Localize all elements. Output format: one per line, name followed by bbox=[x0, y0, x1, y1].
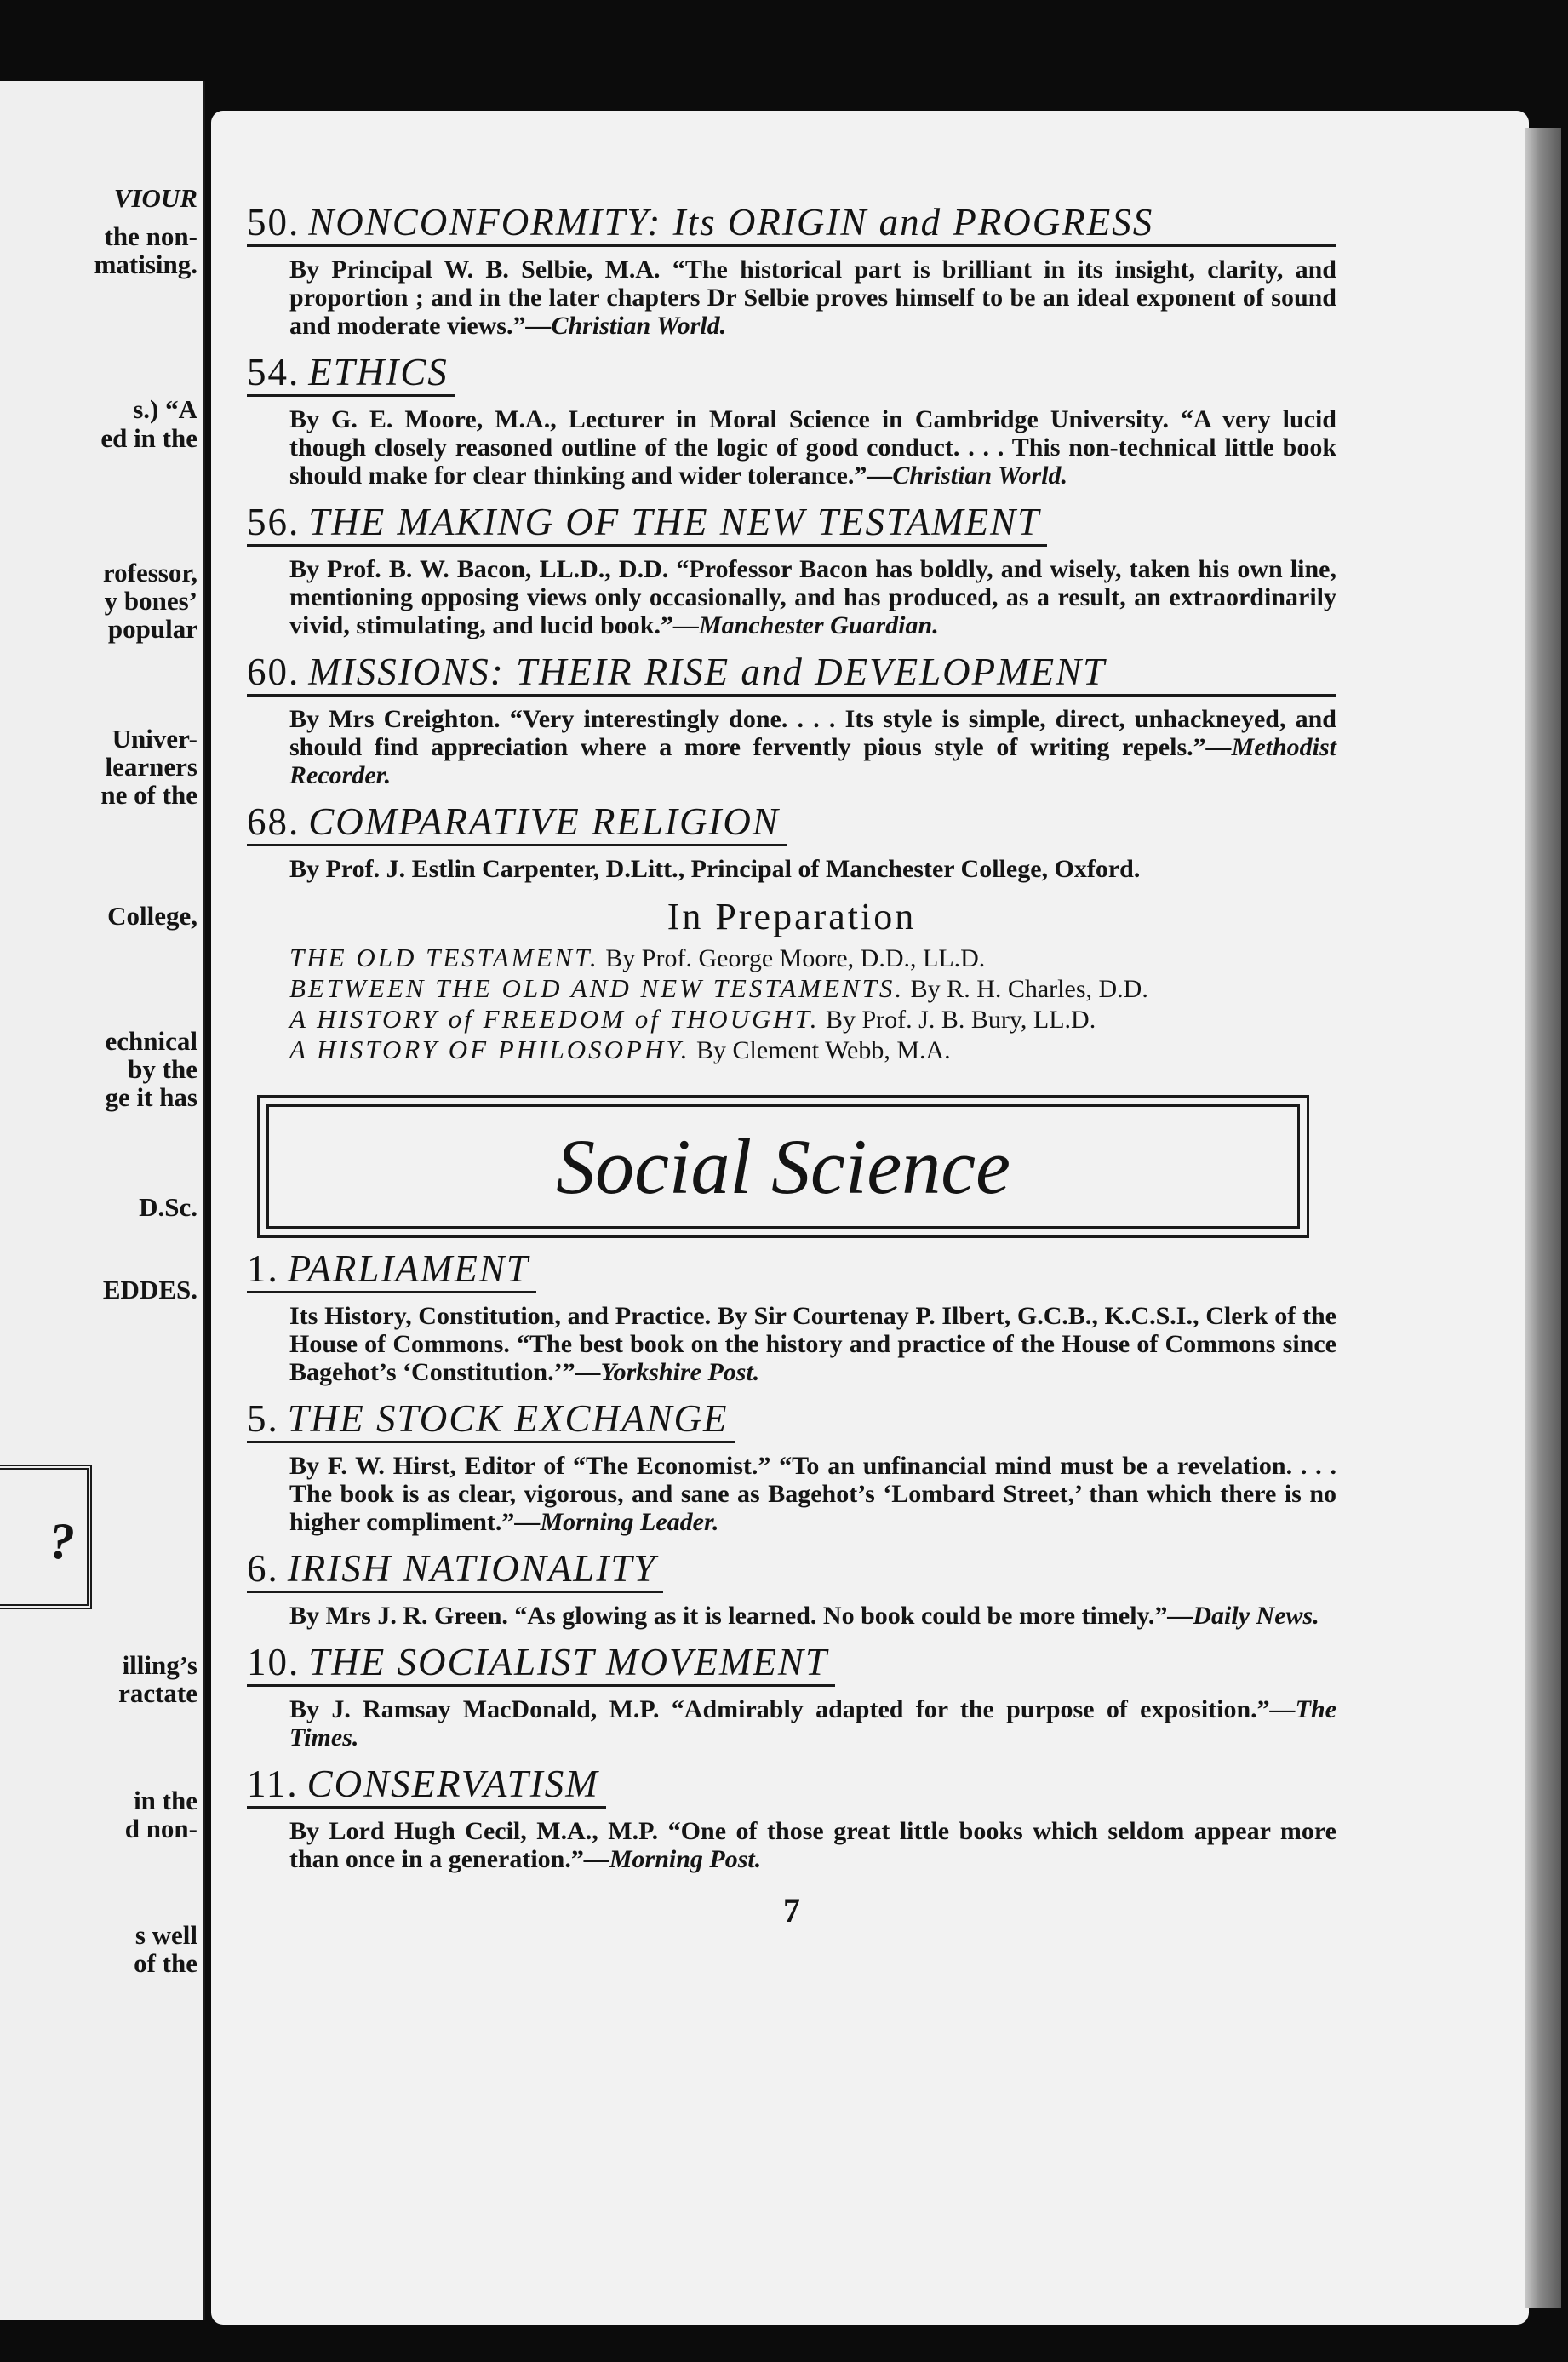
entry-source: —Christian World. bbox=[867, 462, 1068, 490]
book-entry bbox=[247, 1762, 1336, 1873]
entry-description bbox=[289, 1602, 1336, 1630]
entry-text: By Prof. B. W. Bacon, LL.D., D.D. “Professor Bacon has boldly, and wisely, taken his own line, mentioning opposing views only occasionally, and has produced, as a result, an extraordinarily vivid, stimulating, and lucid book.” bbox=[289, 555, 1336, 639]
entry-source: —Methodist Recorder. bbox=[289, 733, 1336, 789]
left-fragment: College, bbox=[107, 901, 197, 931]
left-fragment: popular bbox=[107, 614, 197, 644]
entry-heading bbox=[247, 350, 455, 397]
entry-heading bbox=[247, 1396, 735, 1443]
left-facing-page bbox=[0, 81, 205, 2320]
entry-description bbox=[289, 1452, 1336, 1536]
entry-text: By Prof. J. Estlin Carpenter, D.Litt., Principal of Manchester College, Oxford. bbox=[289, 855, 1141, 883]
section-title: Social Science bbox=[556, 1123, 1010, 1210]
entry-source: —Manchester Guardian. bbox=[672, 611, 939, 639]
entry-number: 1. bbox=[247, 1247, 279, 1290]
entry-title: ETHICS bbox=[308, 351, 449, 393]
entry-description bbox=[289, 555, 1336, 639]
left-fragment: D.Sc. bbox=[139, 1192, 197, 1222]
left-fragment: ne of the bbox=[100, 780, 197, 810]
in-preparation bbox=[247, 895, 1336, 1064]
entry-source: —Yorkshire Post. bbox=[575, 1358, 760, 1386]
entry-heading bbox=[247, 200, 1336, 247]
page-content bbox=[247, 200, 1336, 1930]
left-box-glyph: ? bbox=[49, 1513, 75, 1569]
preparation-item bbox=[289, 974, 1336, 1003]
left-fragment: VIOUR bbox=[113, 183, 197, 213]
entry-number: 50. bbox=[247, 201, 300, 244]
entry-number: 68. bbox=[247, 800, 300, 843]
entry-description bbox=[289, 255, 1336, 340]
entry-description bbox=[289, 855, 1336, 883]
entry-description bbox=[289, 1695, 1336, 1751]
left-fragment: EDDES. bbox=[102, 1275, 197, 1304]
left-fragment: of the bbox=[134, 1948, 197, 1978]
left-fragment: the non- bbox=[104, 221, 197, 251]
preparation-item bbox=[289, 943, 1336, 972]
book-entry bbox=[247, 1546, 1336, 1630]
section-title-inner bbox=[266, 1104, 1300, 1229]
left-fragment: ractate bbox=[118, 1678, 197, 1708]
entry-text: Its History, Constitution, and Practice. By Sir Courtenay P. Ilbert, G.C.B., K.C.S.I., Clerk of the House of Commons. “The best book on the history and practice of the House of Commons since Bagehot’s ‘Constitution.’” bbox=[289, 1302, 1336, 1386]
entry-title: NONCONFORMITY: Its ORIGIN and PROGRESS bbox=[308, 201, 1154, 244]
book-entry bbox=[247, 200, 1336, 340]
entry-title: THE MAKING OF THE NEW TESTAMENT bbox=[308, 501, 1041, 543]
entry-text: By G. E. Moore, M.A., Lecturer in Moral Science in Cambridge University. “A very lucid though closely reasoned outline of the logic of good conduct. . . . This non-technical little book should make for clear thinking and wider tolerance.” bbox=[289, 405, 1336, 490]
preparation-item bbox=[289, 1005, 1336, 1034]
left-fragment: learners bbox=[105, 752, 197, 782]
entry-description bbox=[289, 1302, 1336, 1386]
entry-description bbox=[289, 1817, 1336, 1873]
left-fragment: ed in the bbox=[100, 423, 197, 453]
preparation-list bbox=[289, 943, 1336, 1064]
entry-description bbox=[289, 405, 1336, 490]
left-fragment: in the bbox=[134, 1786, 197, 1815]
entry-text: By Mrs Creighton. “Very interestingly done. . . . Its style is simple, direct, unhackneyed, and should find appreciation where a more fervently pious style of writing repels.” bbox=[289, 705, 1336, 761]
entry-text: By F. W. Hirst, Editor of “The Economist.” “To an unfinancial mind must be a revelation. . . . The book is as clear, vigorous, and sane as Bagehot’s ‘Lombard Street,’ than which there is no higher compliment.” bbox=[289, 1452, 1336, 1536]
in-preparation-title: In Preparation bbox=[667, 896, 917, 937]
entry-text: By Lord Hugh Cecil, M.A., M.P. “One of those great little books which seldom appear more than once in a generation.” bbox=[289, 1817, 1336, 1873]
preparation-title: THE OLD TESTAMENT. bbox=[289, 943, 599, 972]
book-entry bbox=[247, 500, 1336, 639]
left-fragment: matising. bbox=[94, 249, 197, 279]
entry-number: 10. bbox=[247, 1641, 300, 1683]
preparation-author: By R. H. Charles, D.D. bbox=[910, 975, 1148, 1003]
entry-text: By J. Ramsay MacDonald, M.P. “Admirably adapted for the purpose of exposition.” bbox=[289, 1695, 1270, 1723]
entry-heading bbox=[247, 500, 1047, 547]
entry-heading bbox=[247, 1640, 835, 1687]
section-title-box bbox=[257, 1095, 1309, 1238]
book-entry bbox=[247, 1396, 1336, 1536]
preparation-title: A HISTORY OF PHILOSOPHY. bbox=[289, 1035, 690, 1064]
left-fragment: s.) “A bbox=[133, 394, 197, 424]
entry-number: 56. bbox=[247, 501, 300, 543]
entry-number: 54. bbox=[247, 351, 300, 393]
preparation-title: A HISTORY of FREEDOM of THOUGHT. bbox=[289, 1004, 820, 1034]
social-science-entries bbox=[247, 1247, 1336, 1873]
religion-entries bbox=[247, 200, 1336, 883]
entry-title: THE SOCIALIST MOVEMENT bbox=[308, 1641, 828, 1683]
preparation-title: BETWEEN THE OLD AND NEW TESTAMENTS. bbox=[289, 973, 905, 1003]
entry-number: 11. bbox=[247, 1763, 299, 1805]
left-fragment: rofessor, bbox=[102, 558, 197, 588]
book-entry bbox=[247, 800, 1336, 883]
entry-title: PARLIAMENT bbox=[287, 1247, 529, 1290]
entry-number: 6. bbox=[247, 1547, 279, 1590]
preparation-author: By Clement Webb, M.A. bbox=[695, 1036, 951, 1064]
entry-heading bbox=[247, 1546, 663, 1593]
preparation-author: By Prof. George Moore, D.D., LL.D. bbox=[605, 944, 986, 972]
entry-text: By Mrs J. R. Green. “As glowing as it is learned. No book could be more timely.” bbox=[289, 1602, 1168, 1630]
entry-title: THE STOCK EXCHANGE bbox=[287, 1397, 729, 1440]
book-entry bbox=[247, 1247, 1336, 1386]
left-fragment: y bones’ bbox=[104, 586, 197, 616]
entry-heading bbox=[247, 650, 1336, 697]
entry-source: —The Times. bbox=[289, 1695, 1336, 1751]
page-edge bbox=[1525, 128, 1561, 2308]
entry-number: 60. bbox=[247, 651, 300, 693]
left-fragment: Univer- bbox=[112, 724, 197, 754]
entry-heading bbox=[247, 1247, 536, 1293]
left-page-box bbox=[0, 1465, 92, 1609]
preparation-item bbox=[289, 1035, 1336, 1064]
page-number: 7 bbox=[783, 1891, 800, 1929]
book-entry bbox=[247, 650, 1336, 789]
entry-title: CONSERVATISM bbox=[306, 1763, 599, 1805]
preparation-author: By Prof. J. B. Bury, LL.D. bbox=[825, 1006, 1096, 1034]
entry-title: COMPARATIVE RELIGION bbox=[308, 800, 780, 843]
entry-source: —Daily News. bbox=[1167, 1602, 1319, 1630]
entry-heading bbox=[247, 800, 787, 846]
left-fragment: by the bbox=[128, 1054, 197, 1084]
left-fragment: echnical bbox=[105, 1026, 197, 1056]
entry-source: —Morning Leader. bbox=[514, 1508, 719, 1536]
entry-number: 5. bbox=[247, 1397, 279, 1440]
entry-title: IRISH NATIONALITY bbox=[287, 1547, 657, 1590]
entry-heading bbox=[247, 1762, 606, 1809]
left-fragment: ge it has bbox=[105, 1082, 197, 1112]
entry-title: MISSIONS: THEIR RISE and DEVELOPMENT bbox=[308, 651, 1107, 693]
left-fragment: d non- bbox=[124, 1814, 197, 1843]
book-entry bbox=[247, 350, 1336, 490]
entry-text: By Principal W. B. Selbie, M.A. “The historical part is brilliant in its insight, clarity, and proportion ; and in the later chapters Dr Selbie proves himself to be an ideal exponent of sound and moderate views.” bbox=[289, 255, 1336, 340]
entry-description bbox=[289, 705, 1336, 789]
entry-source: —Christian World. bbox=[525, 312, 727, 340]
left-fragment: illing’s bbox=[122, 1650, 197, 1680]
book-entry bbox=[247, 1640, 1336, 1751]
left-fragment: s well bbox=[134, 1920, 197, 1950]
entry-source: —Morning Post. bbox=[583, 1845, 762, 1873]
